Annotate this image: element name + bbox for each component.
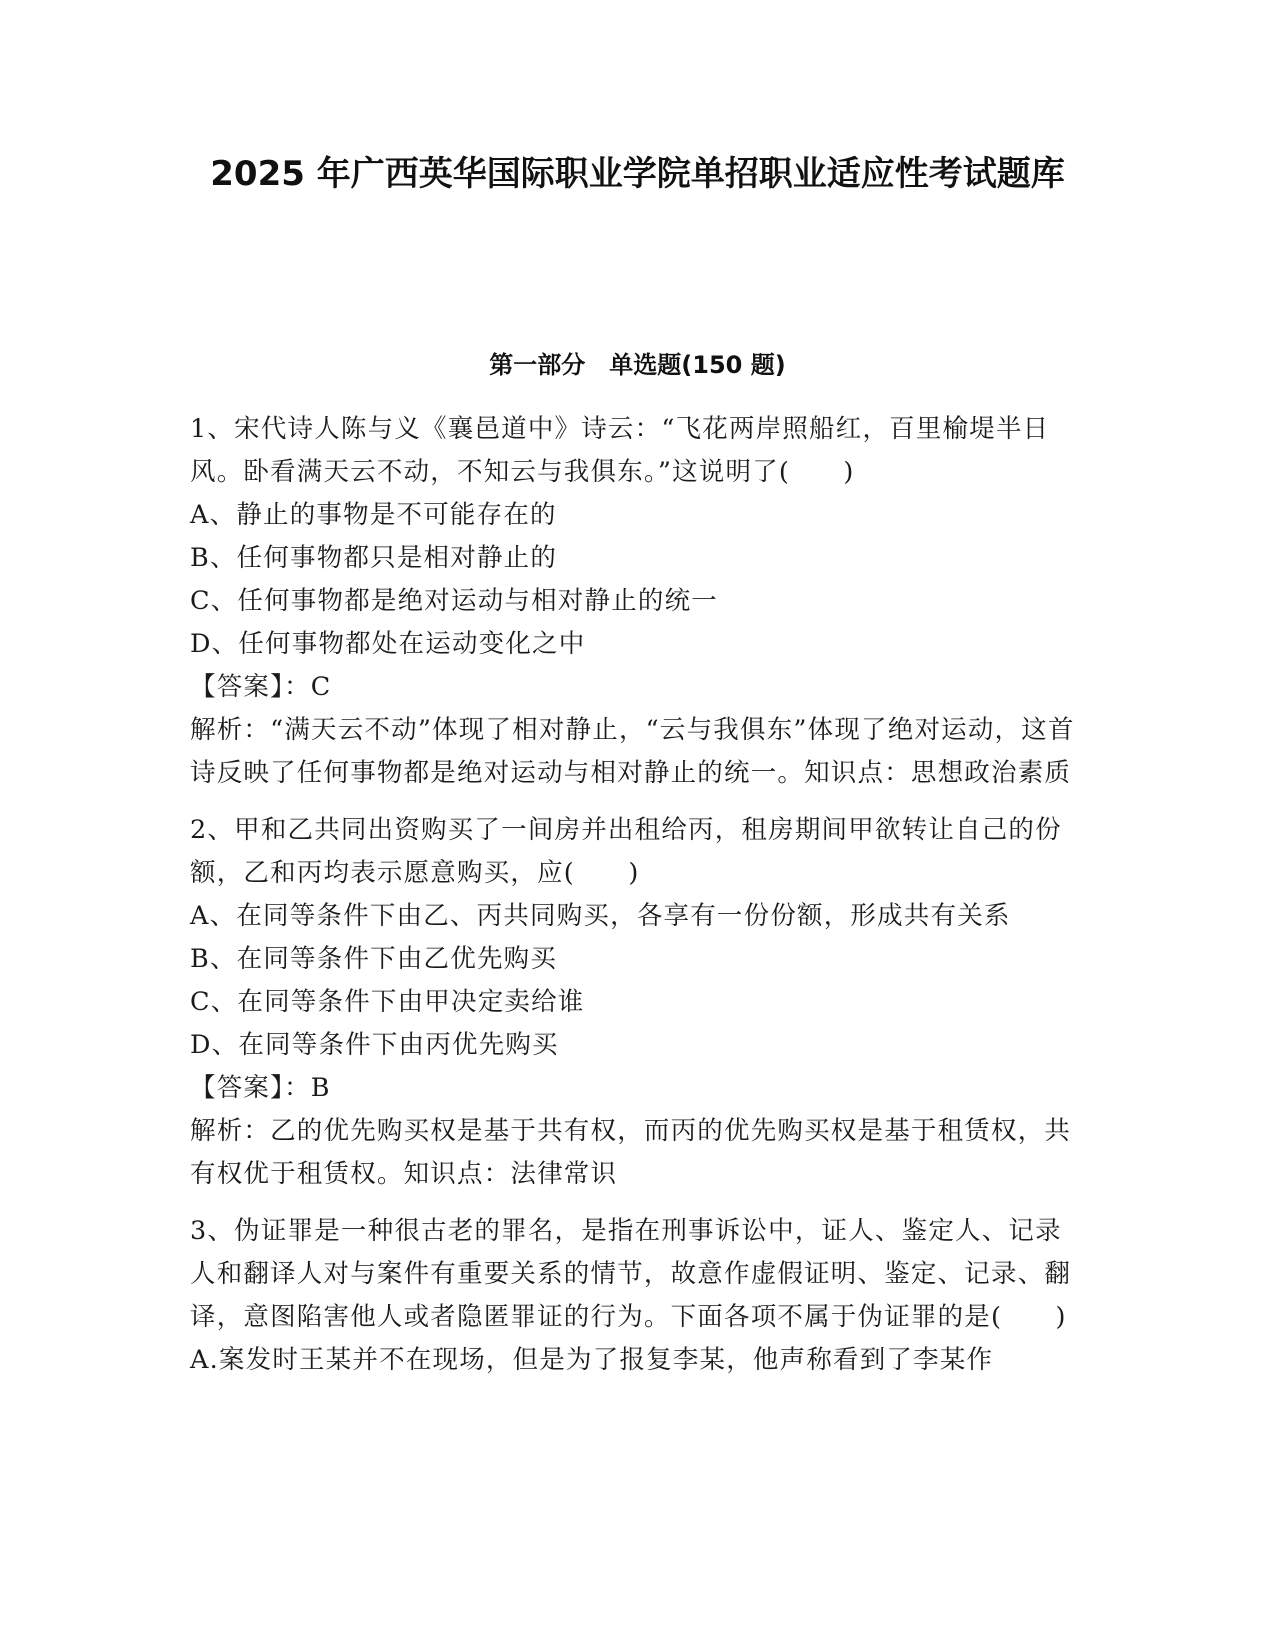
analysis-text: 解析：“满天云不动”体现了相对静止，“云与我俱东”体现了绝对运动，这首诗反映了任何事物都是绝对运动与相对静止的统一。知识点：思想政治素质 <box>190 715 1075 788</box>
answer-label: 【答案】 <box>190 1073 285 1103</box>
analysis-text: 解析：乙的优先购买权是基于共有权，而丙的优先购买权是基于租赁权，共有权优于租赁权。知识点：法律常识 <box>190 1116 1072 1189</box>
option-c: C、在同等条件下由甲决定卖给谁 <box>190 987 585 1017</box>
answer-value: ：C <box>284 672 332 702</box>
document-title: 2025 年广西英华国际职业学院单招职业适应性考试题库 <box>210 154 1065 194</box>
answer-label: 【答案】 <box>190 672 285 702</box>
question-stem: 3、伪证罪是一种很古老的罪名，是指在刑事诉讼中，证人、鉴定人、记录人和翻译人对与案件有重要关系的情节，故意作虚假证明、鉴定、记录、翻译，意图陷害他人或者隐匿罪证的行为。下面各项不属于伪证罪的是( ) <box>190 1216 1072 1332</box>
option-c: C、任何事物都是绝对运动与相对静止的统一 <box>190 586 719 616</box>
option-b: B、任何事物都只是相对静止的 <box>190 543 558 573</box>
option-a: A、静止的事物是不可能存在的 <box>190 500 557 530</box>
option-b: B、在同等条件下由乙优先购买 <box>190 944 558 974</box>
answer-line <box>190 666 1085 709</box>
section-heading: 第一部分 单选题(150 题) <box>489 351 786 379</box>
question-item <box>190 1210 1085 1382</box>
answer-line <box>190 1067 1085 1110</box>
question-item <box>190 408 1085 795</box>
answer-value: ：B <box>284 1073 331 1103</box>
question-list <box>190 408 1085 1396</box>
question-stem: 1、宋代诗人陈与义《襄邑道中》诗云：“飞花两岸照船红，百里榆堤半日风。卧看满天云不动，不知云与我俱东。”这说明了( ) <box>190 414 1050 487</box>
option-a: A.案发时王某并不在现场，但是为了报复李某，他声称看到了李某作 <box>190 1345 994 1375</box>
question-item <box>190 809 1085 1196</box>
option-d: D、在同等条件下由丙优先购买 <box>190 1030 559 1060</box>
option-d: D、任何事物都处在运动变化之中 <box>190 629 586 659</box>
question-stem: 2、甲和乙共同出资购买了一间房并出租给丙，租房期间甲欲转让自己的份额，乙和丙均表示愿意购买，应( ) <box>190 815 1062 888</box>
option-a: A、在同等条件下由乙、丙共同购买，各享有一份份额，形成共有关系 <box>190 901 1011 931</box>
